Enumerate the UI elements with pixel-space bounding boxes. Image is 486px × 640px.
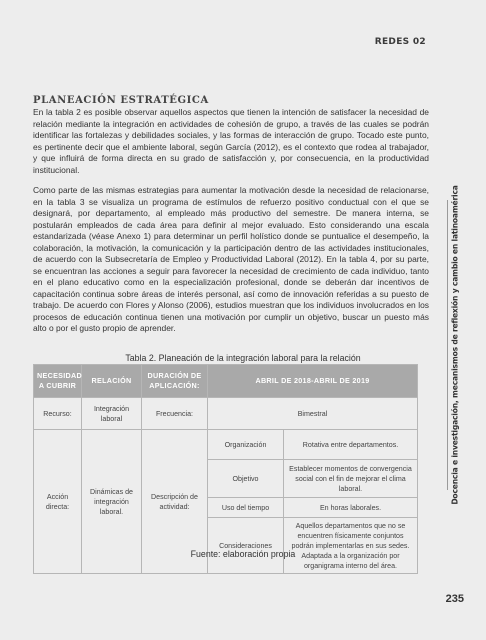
cell-detail-value: Establecer momentos de convergencia social con el fin de mejorar el clima laboral.: [284, 460, 418, 498]
cell-detail-value: En horas laborales.: [284, 498, 418, 518]
cell-action-label: Acción directa:: [34, 430, 82, 574]
table-source: Fuente: elaboración propia: [190, 549, 296, 559]
header-relation: RELACIÓN: [82, 365, 142, 398]
cell-detail-key: Consideraciones: [208, 518, 284, 574]
cell-resource-label: Recurso:: [34, 398, 82, 430]
cell-frequency-value: Bimestral: [208, 398, 418, 430]
table-row: [34, 398, 418, 430]
cell-description-label: Descripción de actividad:: [142, 430, 208, 574]
cell-resource-value: Integración laboral: [82, 398, 142, 430]
section-title: PLANEACIÓN ESTRATÉGICA: [33, 95, 209, 106]
cell-detail-key: Organización: [208, 430, 284, 460]
side-tab: [447, 185, 462, 505]
cell-detail-value: Aquellos departamentos que no se encuentren físicamente conjuntos podrán implementarlas en sus sedes. Adaptada a la organización por organigrama interno del área.: [284, 518, 418, 574]
header-period: ABRIL DE 2018-ABRIL DE 2019: [208, 365, 418, 398]
cell-detail-key: Uso del tiempo: [208, 498, 284, 518]
table-caption: Tabla 2. Planeación de la integración laboral para la relación: [125, 353, 361, 363]
paragraph-2: Como parte de las mismas estrategias para aumentar la motivación desde la necesidad de relacionarse, en la tabla 3 se visualiza un programa de estímulos de refuerzo positivo conductual con el que se designará, por departamento, al empleado más productivo del semestre. De manera interna, se postularán empleados de cada área para definir al mejor evaluado. Esto considerando una escala estandarizada (véase Anexo 1) para determinar un perfil holístico donde se puntualice el desempeño, la colaboración, la motivación, la comunicación y la participación dentro de las actividades institucionales, de acuerdo con la Subsecretaría de Empleo y Productividad Laboral (2012). En la tabla 4, por su parte, se encuentran las acciones a seguir para favorecer la necesidad de crecimiento de cada individuo, tanto en el plano educativo como en la especialización profesional, donde se deberán dar incentivos de capacitación continua sobre áreas de interés personal, así como de innovación referidas a su puesto de trabajo. De acuerdo con Flores y Alonso (2006), estudios muestran que los individuos involucrados en los procesos de educación continua tienen una motivación por cumplir un objetivo, buscar un puesto más alto o por el gusto propio de aprender.: [33, 185, 429, 333]
cell-frequency-label: Frecuencia:: [142, 398, 208, 430]
table-row: [34, 430, 418, 460]
paragraph-1: En la tabla 2 es posible observar aquellos aspectos que tienen la intención de satisfacer la necesidad de relación mediante la integración en actividades de cohesión de grupo, a través de las cuales se podrán identificar las fortalezas y debilidades sociales, y las formas de interacción de grupo. Tocado este punto, es pertinente decir que el ambiente laboral, según García (2012), es el contexto que rodea al trabajador, y que influirá de forma directa en su grado de satisfacción y, por consecuencia, en la productividad institucional.: [33, 107, 429, 175]
planning-table: [33, 364, 418, 574]
cell-detail-key: Objetivo: [208, 460, 284, 498]
cell-action-value: Dinámicas de integración laboral.: [82, 430, 142, 574]
side-tab-label: Docencia e investigación, mecanismos de reflexión y cambio en latinoamérica: [450, 185, 460, 505]
cell-detail-value: Rotativa entre departamentos.: [284, 430, 418, 460]
header-need: NECESIDAD A CUBRIR: [34, 365, 82, 398]
running-head: REDES 02: [374, 37, 426, 47]
page-number: 235: [445, 593, 464, 605]
header-duration: DURACIÓN DE APLICACIÓN:: [142, 365, 208, 398]
table-header-row: [34, 365, 418, 398]
